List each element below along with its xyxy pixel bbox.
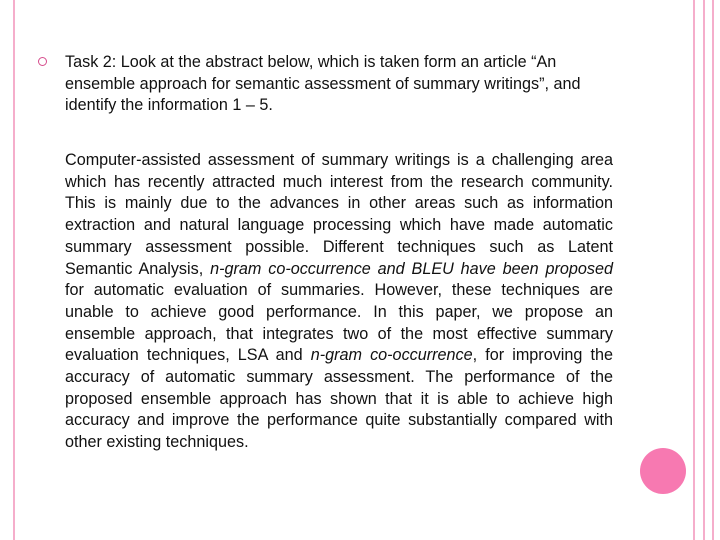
bullet-icon xyxy=(38,57,47,66)
right-border-line-1 xyxy=(693,0,695,540)
abstract-text-2: for automatic evaluation of summaries. However, these techniques are unable to achieve good performance. In this paper, we propose an ensemble approach, that integrates two of the most effective summary evaluation techniques, LSA and xyxy=(65,281,613,365)
abstract-italic-2: n-gram co-occurrence xyxy=(310,346,473,365)
abstract-paragraph xyxy=(65,150,613,454)
abstract-italic-1: n-gram co-occurrence and BLEU have been proposed xyxy=(210,259,614,278)
abstract-text-3: , for improving the accuracy of automatic summary assessment. The performance of the proposed ensemble approach has shown that it is able to achieve high accuracy and improve the performance quite substantially compared with other existing techniques. xyxy=(65,346,613,452)
left-border-line xyxy=(13,0,15,540)
task-text: Task 2: Look at the abstract below, which is taken form an article “An ensemble approach for semantic assessment of summary writings”, and identify the information 1 – 5. xyxy=(65,53,581,115)
right-border-line-3 xyxy=(712,0,714,540)
right-border-line-2 xyxy=(703,0,705,540)
abstract-text-1: Computer-assisted assessment of summary writings is a challenging area which has recently attracted much interest from the research community. This is mainly due to the advances in other areas such as information extraction and natural language processing which have made automatic summary assessment possible. Different techniques such as Latent Semantic Analysis, xyxy=(65,151,613,278)
decorative-circle xyxy=(640,448,686,494)
